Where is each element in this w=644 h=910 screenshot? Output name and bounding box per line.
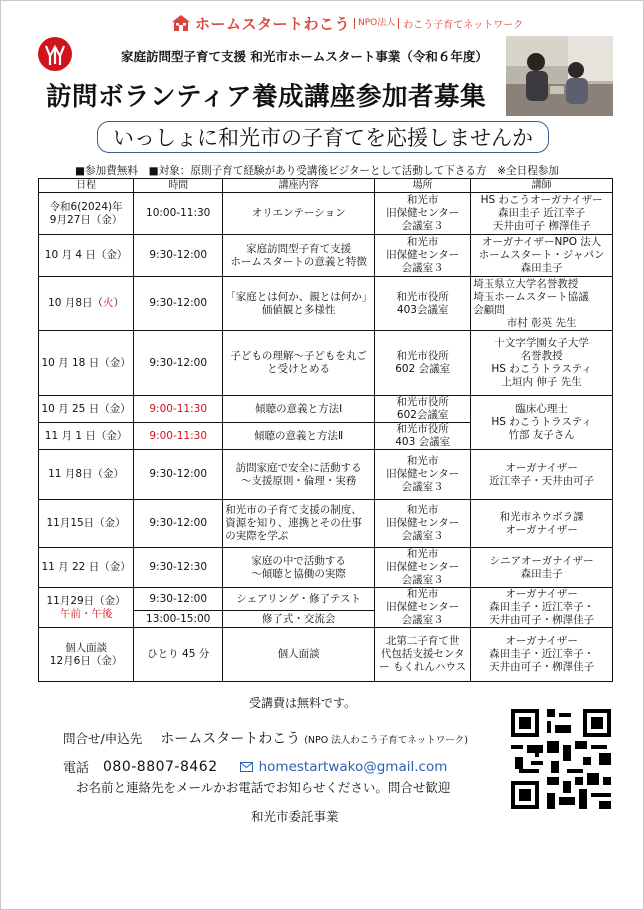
cell-place: 和光市役所 403 会議室 — [375, 423, 471, 450]
cell-place: 和光市役所 602 会議室 — [375, 331, 471, 396]
table-row — [39, 193, 613, 235]
cell-date: 11 月 22 日（金） — [39, 548, 134, 588]
cell-place: 和光市 旧保健センター 会議室３ — [375, 548, 471, 588]
brand-name: ホームスタートわこう — [195, 14, 351, 33]
cell-time: 9:30-12:00 — [134, 450, 223, 500]
cell-place: 北第二子育て世 代包括支援センタ ー もくれんハウス — [375, 628, 471, 682]
cell-instructor: オーガナイザー 近江幸子・天井由可子 — [471, 450, 613, 500]
cell-time: 9:30-12:00 — [134, 500, 223, 548]
cell-instructor: オーガナイザー 森田圭子・近江幸子・ 天井由可子・栁澤佳子 — [471, 628, 613, 682]
cell-topic: 和光市の子育て支援の制度、 資源を知り、連携とその仕事 の実際を学ぶ — [223, 500, 375, 548]
cell-date: 令和6(2024)年 9月27日（金） — [39, 193, 134, 235]
schedule-table — [38, 178, 613, 682]
table-row — [39, 235, 613, 277]
header-place: 場所 — [375, 179, 471, 193]
email-link[interactable]: homestartwako@gmail.com — [258, 758, 448, 775]
cell-date: 個人面談 12月6日（金） — [39, 628, 134, 682]
cell-place: 和光市役所 403会議室 — [375, 277, 471, 331]
cell-time: 10:00-11:30 — [134, 193, 223, 235]
cell-topic: 家庭訪問型子育て支援 ホームスタートの意義と特徴 — [223, 235, 375, 277]
table-row — [39, 450, 613, 500]
cell-instructor: HS わこうオーガナイザー 森田圭子 近江幸子 天井由可子 栁澤佳子 — [471, 193, 613, 235]
contact-line — [63, 728, 468, 748]
cell-topic: 訪問家庭で安全に活動する ～支援原則・倫理・実務 — [223, 450, 375, 500]
cell-instructor: 和光市ネウボラ課 オーガナイザー — [471, 500, 613, 548]
cell-topic: 個人面談 — [223, 628, 375, 682]
subtitle: 家庭訪問型子育て支援 和光市ホームスタート事業（令和６年度） — [121, 49, 488, 64]
header-date: 日程 — [39, 179, 134, 193]
table-row — [39, 548, 613, 588]
cell-time: 9:30-12:00 — [134, 331, 223, 396]
cell-instructor: オーガナイザー 森田圭子・近江幸子・ 天井由可子・栁澤佳子 — [471, 588, 613, 628]
table-row — [39, 396, 613, 423]
house-icon — [171, 14, 191, 32]
cell-time: ひとり 45 分 — [134, 628, 223, 682]
phone-line — [63, 757, 447, 776]
brand-npo: NPO法人 — [354, 18, 399, 29]
cell-date: 11月29日（金） 午前・午後 — [39, 588, 134, 628]
cell-place: 和光市 旧保健センター 会議室３ — [375, 193, 471, 235]
cell-date: 11月15日（金） — [39, 500, 134, 548]
eligibility-note: ■参加費無料 ■対象：原則子育て経験があり受講後ビジターとして活動して下さる方 ※全日程参加 — [75, 165, 559, 177]
header-time: 時間 — [134, 179, 223, 193]
table-row — [39, 588, 613, 611]
cell-time: 9:00-11:30 — [134, 423, 223, 450]
inquiry-note: お名前と連絡先をメールかお電話でお知らせください。問合せ歓迎 — [76, 780, 451, 795]
header-instructor: 講師 — [471, 179, 613, 193]
cell-topic: シェアリング・修了テスト — [223, 588, 375, 611]
phone-number[interactable]: 080-8807-8462 — [103, 758, 218, 775]
wako-city-emblem-icon — [37, 36, 73, 72]
cell-date: 11 月 1 日（金） — [39, 423, 134, 450]
cell-place: 和光市 旧保健センター 会議室３ — [375, 450, 471, 500]
brand-header — [171, 13, 523, 33]
qr-code-icon[interactable] — [511, 709, 611, 809]
cell-place: 和光市 旧保健センター 会議室３ — [375, 500, 471, 548]
cell-date: 10 月 25 日（金） — [39, 396, 134, 423]
cell-place: 和光市 旧保健センター 会議室３ — [375, 235, 471, 277]
cell-date: 11 月8日（金） — [39, 450, 134, 500]
cell-time: 9:00-11:30 — [134, 396, 223, 423]
cell-date: 10 月8日（火） — [39, 277, 134, 331]
cell-time: 13:00-15:00 — [134, 611, 223, 628]
table-row — [39, 500, 613, 548]
cell-topic: 傾聴の意義と方法Ⅰ — [223, 396, 375, 423]
fee-free-note: 受講費は無料です。 — [249, 696, 357, 710]
table-row — [39, 628, 613, 682]
contact-label: 問合せ/申込先 — [63, 731, 143, 746]
cell-instructor: 臨床心理士 HS わこうトラスティ 竹部 友子さん — [471, 396, 613, 450]
commission-note: 和光市委託事業 — [251, 809, 339, 824]
table-header-row — [39, 179, 613, 193]
brand-sub: わこう子育てネットワーク — [403, 19, 524, 31]
slogan-text: いっしょに和光市の子育てを応援しませんか — [113, 126, 533, 150]
cell-time: 9:30-12:00 — [134, 235, 223, 277]
phone-label: 電話 — [63, 761, 90, 776]
cell-instructor: 埼玉県立大学名誉教授 埼玉ホームスタート協議 会顧問 市村 彰英 先生 — [471, 277, 613, 331]
cell-instructor: オーガナイザーNPO 法人 ホームスタート・ジャパン 森田圭子 — [471, 235, 613, 277]
cell-topic: 傾聴の意義と方法Ⅱ — [223, 423, 375, 450]
cell-date: 10 月 4 日（金） — [39, 235, 134, 277]
cell-date: 10 月 18 日（金） — [39, 331, 134, 396]
cell-instructor: シニアオーガナイザー 森田圭子 — [471, 548, 613, 588]
cell-topic: オリエンテーション — [223, 193, 375, 235]
cell-topic: 子どもの理解～子どもを丸ご と受けとめる — [223, 331, 375, 396]
cell-time: 9:30-12:00 — [134, 588, 223, 611]
mail-icon — [240, 762, 253, 772]
cell-place: 和光市 旧保健センター 会議室３ — [375, 588, 471, 628]
cell-place: 和光市役所 602会議室 — [375, 396, 471, 423]
cell-topic: 修了式・交流会 — [223, 611, 375, 628]
kitchen-photo — [506, 36, 613, 116]
table-row — [39, 331, 613, 396]
slogan-box — [97, 121, 549, 153]
cell-topic: 家庭の中で活動する ～傾聴と協働の実際 — [223, 548, 375, 588]
contact-org-sub: (NPO 法人わこう子育てネットワーク) — [304, 735, 468, 746]
cell-time: 9:30-12:30 — [134, 548, 223, 588]
cell-instructor: 十文字学園女子大学 名誉教授 HS わこうトラスティ 上垣内 伸子 先生 — [471, 331, 613, 396]
contact-org: ホームスタートわこう — [160, 731, 301, 747]
table-row — [39, 277, 613, 331]
cell-topic: 「家庭とは何か、親とは何か」 価値観と多様性 — [223, 277, 375, 331]
header-topic: 講座内容 — [223, 179, 375, 193]
cell-time: 9:30-12:00 — [134, 277, 223, 331]
page-title: 訪問ボランティア養成講座参加者募集 — [46, 82, 486, 112]
